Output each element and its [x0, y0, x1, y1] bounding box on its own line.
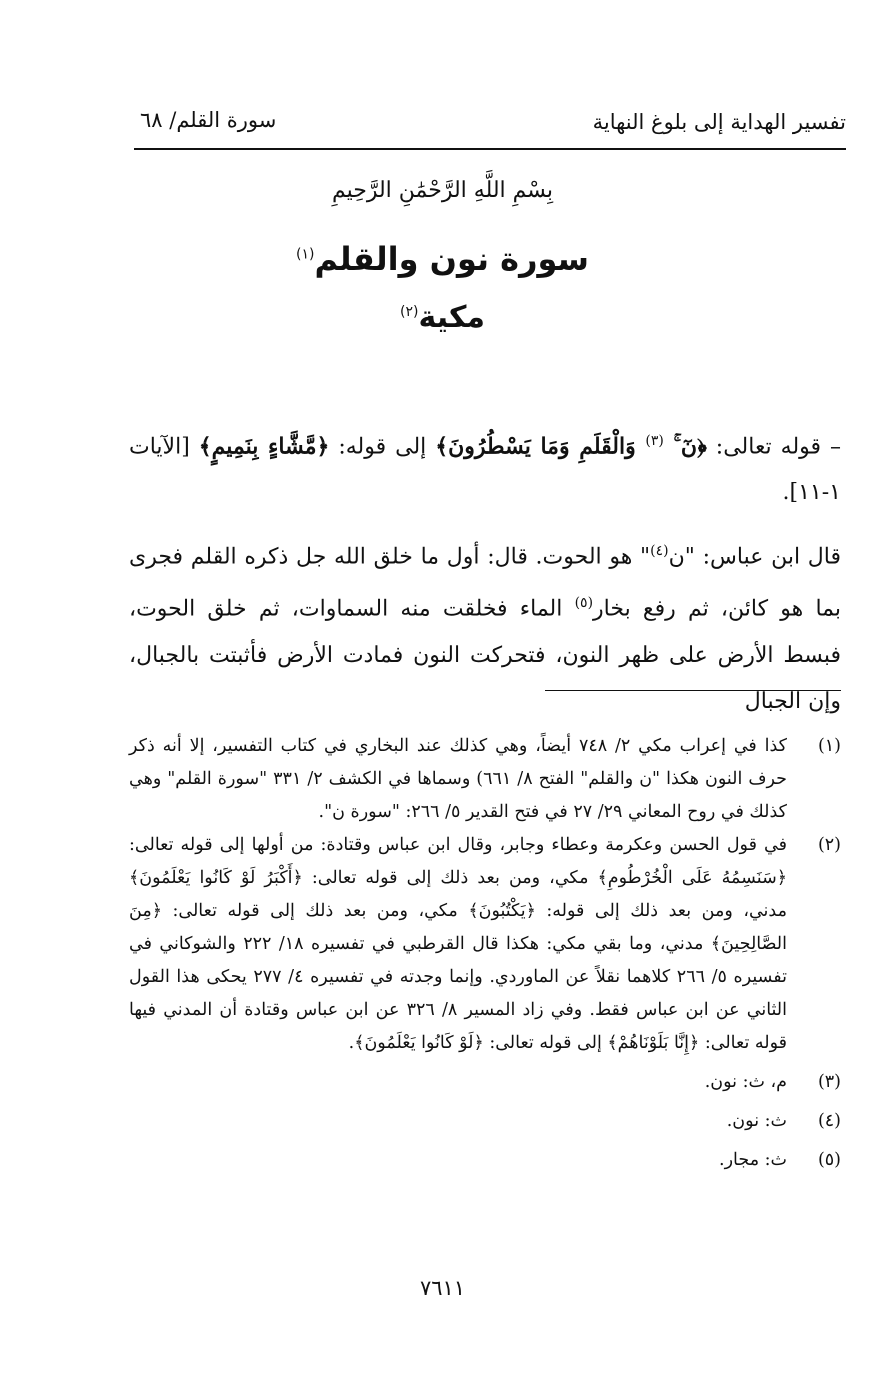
- surah-type-text: مكية: [418, 300, 485, 335]
- footnote-number: (٤): [817, 1111, 841, 1131]
- footnotes: [129, 730, 841, 1177]
- page-number: ٧٦١١: [419, 1276, 466, 1300]
- footnote-separator: [545, 690, 841, 691]
- footnote: [129, 1105, 841, 1138]
- basmala: بِسْمِ اللَّهِ الرَّحْمَٰنِ الرَّحِيمِ: [331, 178, 554, 203]
- footnote-ref: (١): [295, 246, 315, 263]
- footnote: [129, 829, 841, 1060]
- footnote-number: (٣): [817, 1072, 841, 1092]
- surah-title: [0, 240, 885, 278]
- footnote: [129, 1066, 841, 1099]
- footnote-text: ث: نون.: [726, 1111, 787, 1131]
- footnote-number: (٥): [817, 1150, 841, 1170]
- quran-quote: ﴿نٓ ۚ: [663, 433, 707, 460]
- tafsir-text: الماء فخلقت منه السماوات، ثم خلق الحوت، فبسط الأرض على ظهر النون، فتحركت النون فمادت الأرض فأثبتت بالجبال، وإن الجبال: [129, 596, 841, 714]
- footnote-number: (١): [817, 736, 841, 756]
- surah-title-text: سورة نون والقلم: [314, 240, 590, 278]
- footnote: [129, 730, 841, 829]
- footnote-number: (٢): [817, 835, 841, 855]
- footnote-ref: (٥): [574, 595, 594, 612]
- footnote-text: م، ث: نون.: [704, 1072, 787, 1092]
- footnote-text: في قول الحسن وعكرمة وعطاء وجابر، وقال ابن عباس وقتادة: من أولها إلى قوله تعالى: ﴿سَنَسِمُهُ عَلَى الْخُرْطُومِ﴾ مكي، ومن بعد ذلك إلى قوله تعالى: ﴿أَكْبَرُ لَوْ كَانُوا يَعْلَمُونَ﴾ مدني، ومن بعد ذلك إلى قوله: ﴿يَكْتُبُونَ﴾ مكي، ومن بعد ذلك إلى قوله تعالى: ﴿مِنَ الصَّالِحِينَ﴾ مدني، وما بقي مكي: هكذا قال القرطبي في تفسيره ١٨/ ٢٢٢ والشوكاني في تفسيره ٥/ ٢٦٦ كلاهما نقلاً عن الماوردي. وإنما وجدته في تفسيره ٤/ ٢٧٧ يحكى هذا القول الثاني عن ابن عباس فقط. وفي زاد المسير ٨/ ٣٢٦ عن ابن عباس وقتادة أن المدني فيها قوله تعالى: ﴿إِنَّا بَلَوْنَاهُمْ﴾ إلى قوله تعالى: ﴿لَوْ كَانُوا يَعْلَمُونَ﴾.: [129, 835, 787, 1053]
- surah-page-label: سورة القلم/ ٦٨: [140, 108, 277, 132]
- surah-revelation-type: [0, 300, 885, 335]
- footnote-ref: (٢): [400, 304, 419, 320]
- footnote-text: ث: مجار.: [719, 1150, 787, 1170]
- footnote-ref: (٣): [645, 433, 664, 449]
- verse-mid: إلى قوله:: [329, 434, 436, 460]
- quran-quote: وَالْقَلَمِ وَمَا يَسْطُرُونَ﴾: [435, 433, 646, 460]
- verse-paragraph: [129, 418, 841, 516]
- footnote-text: كذا في إعراب مكي ٢/ ٧٤٨ أيضاً، وهي كذلك عند البخاري في كتاب التفسير، إلا أنه ذكر حرف النون هكذا "ن والقلم" الفتح ٨/ ٦٦١) وسماها في الكشف ٢/ ٣٣١ "سورة القلم" وهي كذلك في روح المعاني ٢٩/ ٢٧ في فتح القدير ٥/ ٢٦٦: "سورة ن".: [129, 736, 787, 822]
- header-rule: [134, 148, 846, 150]
- tafsir-paragraph: [129, 528, 841, 725]
- tafsir-text: قال ابن عباس: "ن: [668, 544, 841, 570]
- book-title: تفسير الهداية إلى بلوغ النهاية: [592, 110, 846, 134]
- verse-lead: – قوله تعالى:: [706, 434, 841, 460]
- running-header: [134, 104, 846, 144]
- verse-ref: [الآيات ١-١١].: [129, 434, 841, 506]
- footnote: [129, 1144, 841, 1177]
- footnote-ref: (٤): [650, 543, 669, 559]
- quran-quote: ﴿مَّشَّاءٍ بِنَمِيمٍ﴾: [198, 433, 330, 460]
- tafsir-text: " هو الحوت. قال: أول ما خلق الله جل ذكره القلم فجرى بما هو كائن، ثم رفع بخار: [129, 544, 841, 622]
